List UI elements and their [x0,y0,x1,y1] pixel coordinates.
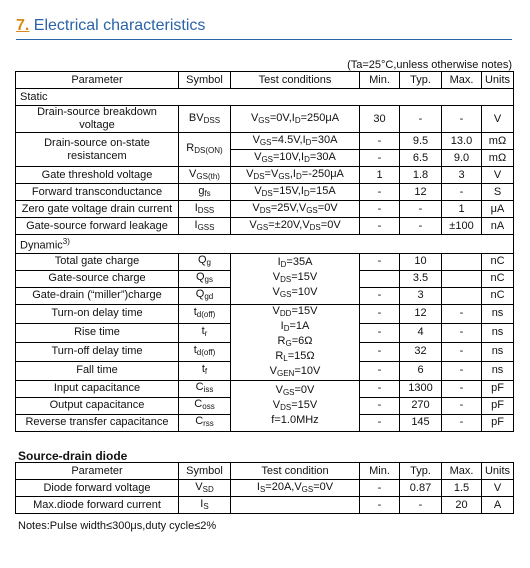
typ-cell: 3 [400,287,442,304]
unit-cell: mΩ [482,133,514,150]
param-cell: Diode forward voltage [16,480,179,497]
symbol-cell: $BV_{DSS}$ [179,106,231,133]
param-cell: Output capacitance [16,397,179,414]
unit-cell: nA [482,218,514,235]
symbol-cell: $Q_{gd}$ [179,287,231,304]
min-cell: - [360,497,400,514]
section-heading: Electrical characteristics [33,17,206,34]
col-test: Test conditions [231,72,360,89]
table-row [16,167,514,184]
table-row [16,480,514,497]
max-cell: 1.5 [442,480,482,497]
symbol-cell: $V_{SD}$ [179,480,231,497]
max-cell: ±100 [442,218,482,235]
max-cell [442,287,482,304]
unit-cell: ns [482,361,514,380]
param-cell: Zero gate voltage drain current [16,201,179,218]
param-cell: Rise time [16,323,179,342]
param-cell: Turn-off delay time [16,342,179,361]
symbol-cell: $C_{iss}$ [179,380,231,397]
max-cell: - [442,106,482,133]
typ-cell: 10 [400,253,442,270]
table-row [16,253,514,270]
unit-cell: S [482,184,514,201]
col-max: Max. [442,72,482,89]
col-units: Units [482,463,514,480]
electrical-characteristics-table [15,71,514,432]
param-cell: Gate-source forward leakage [16,218,179,235]
unit-cell: V [482,167,514,184]
table-row [16,304,514,323]
max-cell: - [442,380,482,397]
typ-cell: 4 [400,323,442,342]
col-units: Units [482,72,514,89]
dynamic-section-label: Dynamic$^{3)}$ [16,235,514,254]
col-parameter: Parameter [16,72,179,89]
min-cell: - [360,323,400,342]
header-row [16,72,514,89]
table-row [16,184,514,201]
min-cell: - [360,133,400,150]
typ-cell: 12 [400,304,442,323]
symbol-cell: $g_{fs}$ [179,184,231,201]
test-cell: $V_{GS}=0V,I_D=250\mu A$ [231,106,360,133]
typ-cell: - [400,497,442,514]
notes: Notes:Pulse width≤300μs,duty cycle≤2% [18,520,217,532]
typ-cell: 6.5 [400,150,442,167]
max-cell [442,270,482,287]
typ-cell: 0.87 [400,480,442,497]
typ-cell: 270 [400,397,442,414]
col-min: Min. [360,72,400,89]
test-cell: $I_S=20A,V_{GS}=0V$ [231,480,360,497]
max-cell: 13.0 [442,133,482,150]
unit-cell: nC [482,270,514,287]
col-typ: Typ. [400,72,442,89]
col-max: Max. [442,463,482,480]
max-cell: - [442,323,482,342]
typ-cell: 9.5 [400,133,442,150]
min-cell: 1 [360,167,400,184]
table-row [16,380,514,397]
unit-cell: mΩ [482,150,514,167]
typ-cell: - [400,106,442,133]
symbol-cell: $Q_{gs}$ [179,270,231,287]
typ-cell: 145 [400,414,442,431]
col-parameter: Parameter [16,463,179,480]
param-cell: Drain-source breakdown voltage [16,106,179,133]
unit-cell: V [482,480,514,497]
max-cell [442,253,482,270]
symbol-cell: $R_{DS(ON)}$ [179,133,231,167]
min-cell: - [360,361,400,380]
symbol-cell: $t_{d(off)}$ [179,304,231,323]
static-section-label: Static [16,89,514,106]
max-cell: - [442,397,482,414]
typ-cell: 12 [400,184,442,201]
typ-cell: 6 [400,361,442,380]
max-cell: 9.0 [442,150,482,167]
min-cell: - [360,304,400,323]
typ-cell: 32 [400,342,442,361]
col-test: Test condition [231,463,360,480]
col-symbol: Symbol [179,463,231,480]
symbol-cell: $Q_g$ [179,253,231,270]
min-cell: - [360,201,400,218]
min-cell: - [360,150,400,167]
source-drain-table [15,462,514,514]
symbol-cell: $I_{GSS}$ [179,218,231,235]
capacitance-conditions-cell: $V_{GS}=0V$ $V_{DS}=15V$ f=1.0MHz [231,380,360,431]
param-cell: Max.diode forward current [16,497,179,514]
min-cell: - [360,184,400,201]
section-number: 7. [16,17,30,34]
col-symbol: Symbol [179,72,231,89]
typ-cell: - [400,218,442,235]
max-cell: - [442,414,482,431]
min-cell: - [360,253,400,270]
unit-cell: ns [482,342,514,361]
switching-conditions-cell: $V_{DD}=15V$ $I_D=1A$ $R_G=6\Omega$ $R_L=15\Omega$ $V_{GEN}=10V$ [231,304,360,380]
unit-cell: pF [482,397,514,414]
section-title [16,17,205,35]
symbol-cell: $t_{d(off)}$ [179,342,231,361]
max-cell: 20 [442,497,482,514]
param-cell: Gate-drain (“miller”)charge [16,287,179,304]
min-cell [360,270,400,287]
charge-conditions-cell: $I_D=35A$ $V_{DS}=15V$ $V_{GS}=10V$ [231,253,360,304]
col-typ: Typ. [400,463,442,480]
test-cell: $V_{GS}=4.5V,I_D=30A$ [231,133,360,150]
test-cell: $V_{DS}=25V,V_{GS}=0V$ [231,201,360,218]
table-row [16,106,514,133]
symbol-cell: $C_{rss}$ [179,414,231,431]
symbol-cell: $I_S$ [179,497,231,514]
unit-cell: pF [482,414,514,431]
test-cell: $V_{GS}=10V,I_D=30A$ [231,150,360,167]
test-cell: $V_{GS}=\pm 20V,V_{DS}=0V$ [231,218,360,235]
typ-cell: 1.8 [400,167,442,184]
max-cell: - [442,361,482,380]
table-row [16,497,514,514]
unit-cell: nC [482,287,514,304]
max-cell: - [442,184,482,201]
table-row [16,133,514,150]
typ-cell: 3.5 [400,270,442,287]
param-cell: Forward transconductance [16,184,179,201]
min-cell: 30 [360,106,400,133]
test-cell: $V_{DS}=15V,I_D=15A$ [231,184,360,201]
unit-cell: nC [482,253,514,270]
symbol-cell: $t_f$ [179,361,231,380]
test-cell: $V_{DS}=V_{GS},I_D=-250\mu A$ [231,167,360,184]
param-cell: Turn-on delay time [16,304,179,323]
unit-cell: V [482,106,514,133]
symbol-cell: $t_r$ [179,323,231,342]
conditions-note: (Ta=25°C,unless otherwise notes) [347,59,512,71]
param-cell: Gate-source charge [16,270,179,287]
symbol-cell: $I_{DSS}$ [179,201,231,218]
unit-cell: pF [482,380,514,397]
min-cell: - [360,380,400,397]
param-cell: Input capacitance [16,380,179,397]
typ-cell: 1300 [400,380,442,397]
table-row [16,218,514,235]
test-cell [231,497,360,514]
unit-cell: μA [482,201,514,218]
max-cell: - [442,304,482,323]
unit-cell: ns [482,323,514,342]
min-cell: - [360,397,400,414]
unit-cell: A [482,497,514,514]
symbol-cell: $C_{oss}$ [179,397,231,414]
col-min: Min. [360,463,400,480]
max-cell: 3 [442,167,482,184]
header-row [16,463,514,480]
min-cell: - [360,342,400,361]
param-cell: Reverse transfer capacitance [16,414,179,431]
param-cell: Total gate charge [16,253,179,270]
typ-cell: - [400,201,442,218]
max-cell: - [442,342,482,361]
min-cell: - [360,480,400,497]
symbol-cell: $V_{GS(th)}$ [179,167,231,184]
param-cell: Fall time [16,361,179,380]
source-drain-title: Source-drain diode [18,449,128,463]
unit-cell: ns [482,304,514,323]
title-rule [16,39,512,40]
param-cell: Gate threshold voltage [16,167,179,184]
table-row [16,201,514,218]
min-cell: - [360,218,400,235]
param-cell: Drain-source on-state resistancem [16,133,179,167]
min-cell: - [360,287,400,304]
min-cell: - [360,414,400,431]
max-cell: 1 [442,201,482,218]
